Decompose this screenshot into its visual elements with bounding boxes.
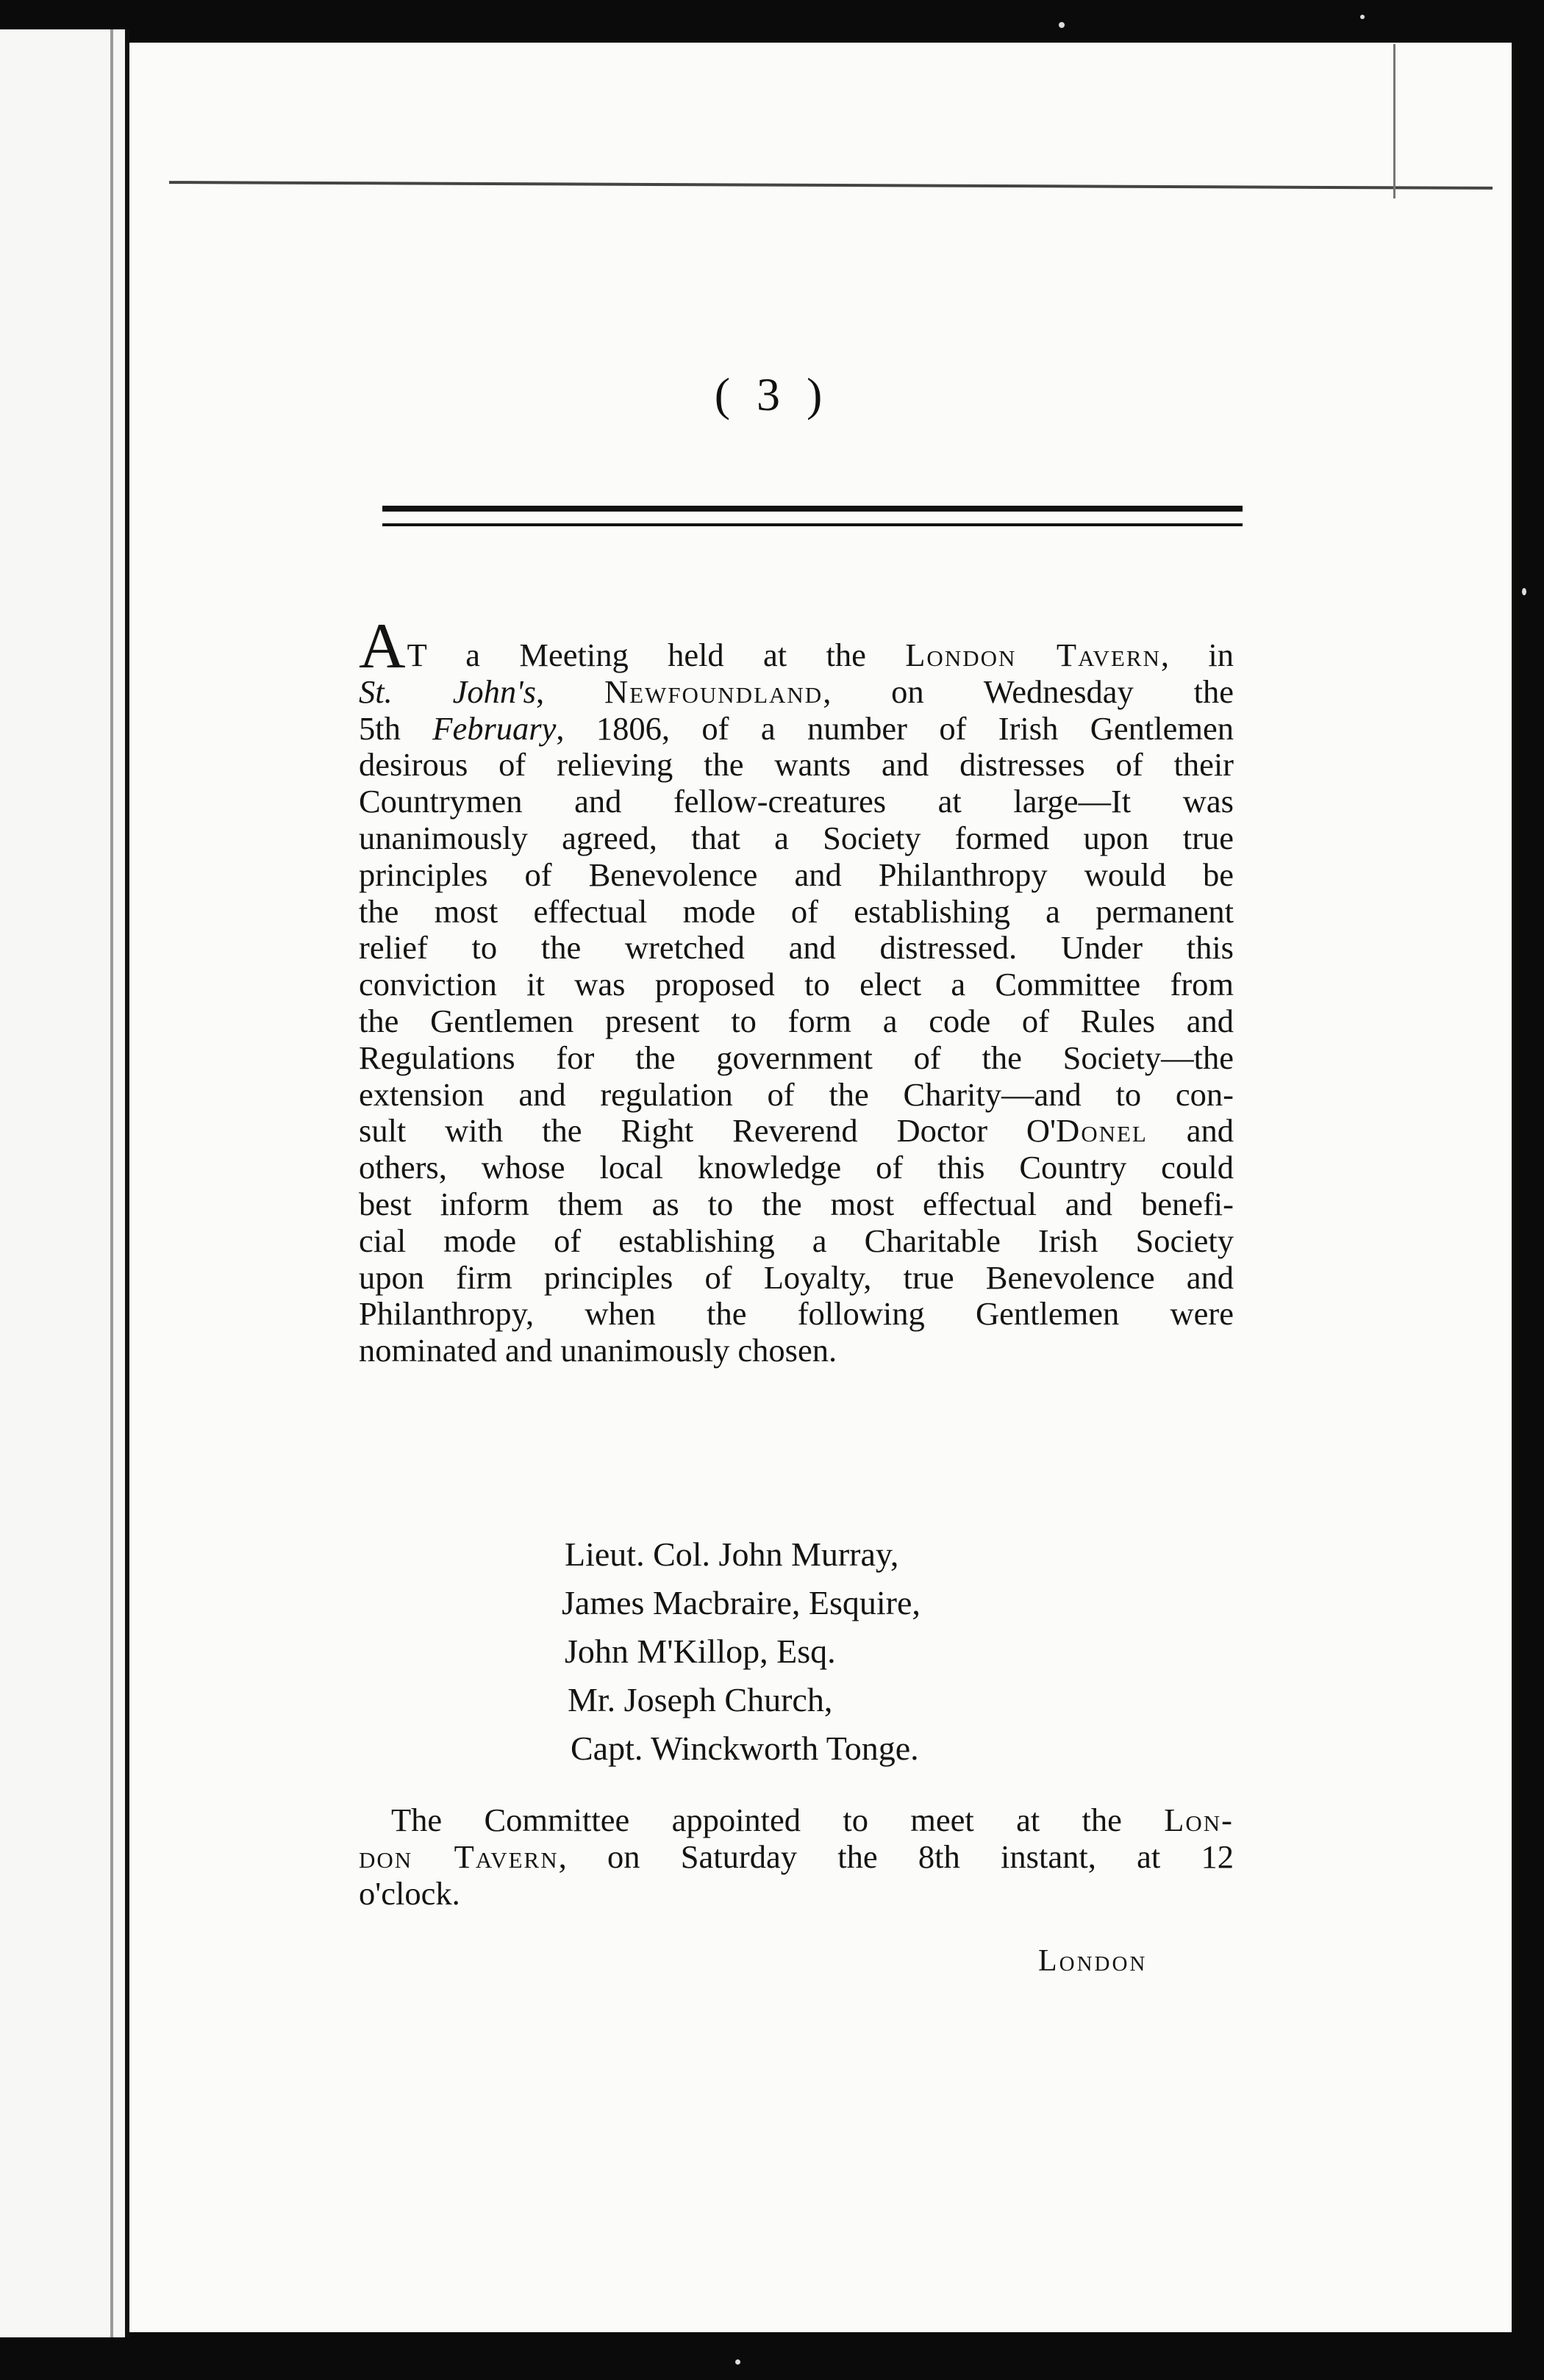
small-caps-run: Lon- [1164, 1802, 1234, 1838]
text-line [359, 820, 1234, 857]
small-caps-run: London Tavern [905, 637, 1161, 673]
italic-run: St. John's [359, 673, 536, 710]
committee-member: Lieut. Col. John Murray, [565, 1535, 899, 1573]
text-line [359, 1802, 1234, 1839]
text-run: o'clock. [359, 1874, 460, 1912]
body-paragraph [359, 611, 1234, 1369]
text-run: relief to the wretched and distressed. Under this [359, 929, 1234, 967]
text-run: extension and regulation of the Charity—and to con- [359, 1075, 1234, 1113]
text-run: sult with the Right Reverend Doctor O' [359, 1112, 1057, 1150]
small-caps-run: Newfoundland [604, 673, 823, 710]
text-run: best inform them as to the most effectual and benefi- [359, 1185, 1234, 1222]
text-run: The Committee appointed to meet at the [391, 1802, 1165, 1838]
text-line [359, 1296, 1234, 1333]
header-rule-thin [382, 523, 1243, 526]
text-run: Regulations for the government of the Society—the [359, 1039, 1234, 1076]
drop-cap: A [359, 611, 406, 682]
committee-member: John M'Killop, Esq. [565, 1632, 836, 1670]
text-run: desirous of relieving the wants and distresses of their [359, 746, 1234, 784]
text-run: the Gentlemen present to form a code of Rules and [359, 1002, 1234, 1039]
text-run: others, whose local knowledge of this Country could [359, 1149, 1234, 1186]
text-run: , 1806, of a number of Irish Gentlemen [556, 709, 1234, 747]
text-line [359, 1876, 1234, 1913]
text-line [359, 1150, 1234, 1186]
text-run: Countrymen and fellow-creatures at large—It was [359, 783, 1234, 820]
text-line [359, 611, 1234, 682]
text-line [359, 1186, 1234, 1223]
scan-speck [1059, 22, 1065, 28]
text-run: upon firm principles of Loyalty, true Benevolence and [359, 1258, 1234, 1296]
text-run: nominated and unanimously chosen. [359, 1332, 837, 1369]
text-run: the most effectual mode of establishing a permanent [359, 892, 1234, 930]
text-line [359, 711, 1234, 748]
italic-run: February [432, 709, 557, 747]
text-run: unanimously agreed, that a Society formed upon true [359, 819, 1234, 856]
text-run: conviction it was proposed to elect a Committee from [359, 966, 1234, 1003]
text-line [359, 1003, 1234, 1040]
small-caps-run: don Tavern [359, 1838, 559, 1875]
header-rule-thick [382, 506, 1243, 512]
text-line [359, 1077, 1234, 1114]
text-run: , on Saturday the 8th instant, at 12 [558, 1838, 1234, 1875]
text-run: T a Meeting held at the [407, 637, 906, 673]
text-run: , on Wednesday the [823, 673, 1234, 710]
text-line [359, 784, 1234, 820]
text-line [359, 967, 1234, 1003]
text-run: 5th [359, 709, 433, 747]
committee-member: James Macbraire, Esquire, [562, 1584, 921, 1621]
tab-mark [1393, 44, 1395, 198]
text-line [359, 894, 1234, 931]
text-line [359, 1839, 1234, 1876]
text-line [359, 857, 1234, 894]
text-run: principles of Benevolence and Philanthropy would be [359, 856, 1234, 893]
closing-paragraph [359, 1802, 1234, 1912]
text-line [359, 1260, 1234, 1297]
text-line [359, 1040, 1234, 1077]
text-line [359, 930, 1234, 967]
text-line [359, 747, 1234, 784]
text-line [359, 674, 1234, 711]
text-run: Philanthropy, when the following Gentlemen were [359, 1295, 1234, 1333]
committee-member: Mr. Joseph Church, [568, 1681, 833, 1718]
scan-speck [1522, 588, 1526, 595]
text-run: , [535, 673, 604, 710]
small-caps-run: Donel [1056, 1112, 1148, 1150]
committee-member: Capt. Winckworth Tonge. [571, 1730, 919, 1767]
text-run: , in [1160, 637, 1234, 673]
text-run: and [1147, 1112, 1234, 1150]
scan-speck [1360, 15, 1365, 19]
page-number: ( 3 ) [714, 368, 830, 420]
text-line [359, 1113, 1234, 1150]
scan-speck [735, 2359, 740, 2365]
committee-list [562, 1530, 921, 1773]
text-line [359, 1223, 1234, 1260]
text-run: cial mode of establishing a Charitable Irish Society [359, 1222, 1234, 1259]
text-line [359, 1333, 1234, 1369]
catchword: London [1038, 1944, 1148, 1978]
